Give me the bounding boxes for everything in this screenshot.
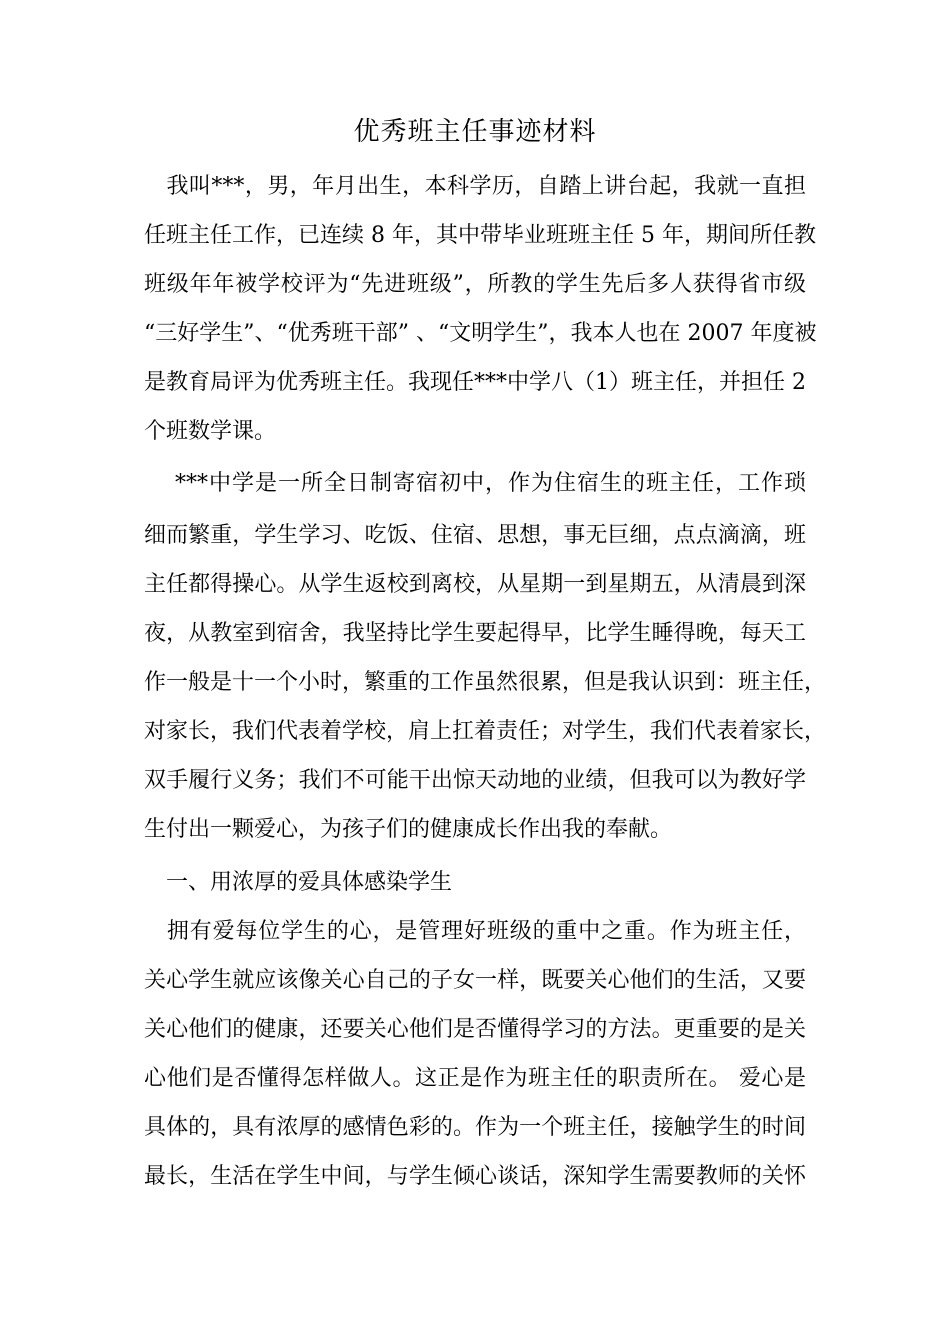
paragraph-line: 双手履行义务；我们不可能干出惊天动地的业绩，但我可以为教好学 bbox=[144, 768, 806, 793]
paragraph-line: 对家长，我们代表着学校，肩上扛着责任；对学生，我们代表着家长， bbox=[144, 719, 827, 744]
paragraph-line: 具体的，具有浓厚的感情色彩的。作为一个班主任，接触学生的时间 bbox=[144, 1115, 806, 1140]
paragraph-line: 关心学生就应该像关心自己的子女一样，既要关心他们的生活，又要 bbox=[144, 968, 806, 993]
paragraph-line: “三好学生”、“优秀班干部” 、“文明学生”，我本人也在 2007 年度被 bbox=[144, 321, 817, 346]
paragraph-line: 任班主任工作，已连续 8 年，其中带毕业班班主任 5 年，期间所任教 bbox=[144, 223, 816, 248]
paragraph-line: 细而繁重，学生学习、吃饭、住宿、思想，事无巨细，点点滴滴，班 bbox=[144, 523, 806, 548]
paragraph-line: 关心他们的健康，还要关心他们是否懂得学习的方法。更重要的是关 bbox=[144, 1017, 806, 1042]
paragraph-line: 夜，从教室到宿舍，我坚持比学生要起得早，比学生睡得晚，每天工 bbox=[144, 621, 806, 646]
paragraph-line: 拥有爱每位学生的心，是管理好班级的重中之重。作为班主任， bbox=[144, 919, 806, 944]
paragraph-line: ***中学是一所全日制寄宿初中，作为住宿生的班主任，工作琐 bbox=[144, 471, 806, 496]
paragraph-line: 是教育局评为优秀班主任。我现任***中学八（1）班主任，并担任 2 bbox=[144, 370, 806, 395]
paragraph-line: 班级年年被学校评为“先进班级”，所教的学生先后多人获得省市级 bbox=[144, 272, 806, 297]
paragraph-line: 最长，生活在学生中间，与学生倾心谈话，深知学生需要教师的关怀 bbox=[144, 1164, 806, 1189]
document-title: 优秀班主任事迹材料 bbox=[353, 117, 597, 147]
paragraph-line: 作一般是十一个小时，繁重的工作虽然很累，但是我认识到：班主任， bbox=[144, 670, 827, 695]
paragraph-line: 我叫***，男，年月出生，本科学历，自踏上讲台起，我就一直担 bbox=[144, 174, 806, 199]
paragraph-line: 心他们是否懂得怎样做人。这正是作为班主任的职责所在。 爱心是 bbox=[144, 1066, 806, 1091]
paragraph-line: 个班数学课。 bbox=[144, 419, 277, 444]
paragraph-line: 生付出一颗爱心，为孩子们的健康成长作出我的奉献。 bbox=[144, 817, 673, 842]
section-heading: 一、用浓厚的爱具体感染学生 bbox=[144, 870, 453, 895]
paragraph-line: 主任都得操心。从学生返校到离校，从星期一到星期五，从清晨到深 bbox=[144, 572, 806, 597]
